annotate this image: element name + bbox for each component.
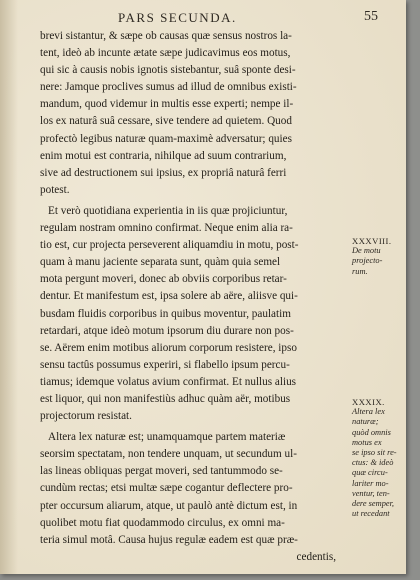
margin-note-number: XXXVIII. — [352, 236, 392, 246]
page-number: 55 — [364, 9, 378, 24]
main-text-block — [40, 28, 340, 566]
text-line: retardari, atque ideò motum ipsorum diu durare non pos- — [40, 324, 294, 337]
margin-note-line: ventur, ten- — [352, 488, 390, 498]
text-line: se. Aërem enim motibus aliorum corporum resistere, ipso — [40, 341, 297, 354]
paragraph-2 — [40, 203, 340, 425]
text-line: Altera lex naturæ est; unamquamque partem materiæ — [48, 431, 286, 444]
margin-note-39 — [352, 397, 408, 519]
running-head: PARS SECUNDA. — [118, 10, 237, 25]
text-line: enim motui est contraria, nihilque ad suum contrarium, — [40, 149, 287, 162]
text-line: brevi sistantur, & sæpe ob causas quæ sensus nostros la- — [40, 30, 292, 42]
text-line: seorsim spectatam, non tendere unquam, ut secundum ul- — [40, 448, 297, 461]
margin-note-line: quæ circu- — [352, 468, 388, 478]
text-line: Et verò quotidiana experientia in iis quæ projiciuntur, — [48, 204, 288, 217]
text-line: potest. — [40, 183, 70, 196]
text-line: busdam fluidis corporibus in quibus moventur, paulatim — [40, 307, 291, 320]
text-line: est liquor, qui non manifestiùs adhuc quàm aër, motibus — [40, 392, 291, 405]
text-line: mota pergunt moveri, donec ab obviis corporibus retar- — [40, 273, 287, 286]
text-line: mandum, quod videmur in multis esse experti; nempe il- — [40, 98, 294, 111]
text-line: dentur. Et manifestum est, ipsa solere ab aëre, aliisve qui- — [40, 290, 298, 303]
text-line: profectò legibus naturæ quam-maximè adversatur; quies — [40, 132, 292, 145]
paragraph-3 — [40, 429, 340, 566]
text-line: cundùm rectas; etsi multæ sæpe cogantur deflectere pro- — [40, 482, 293, 495]
margin-note-number: XXXIX. — [352, 397, 385, 407]
text-line: quam à manu jaciente separata sunt, quàm quia semel — [40, 256, 281, 269]
margin-note-line: quòd omnis — [352, 427, 391, 437]
margin-note-line: ctus: & ideò — [352, 458, 394, 468]
margin-note-line: ut recedant — [352, 509, 390, 519]
text-line: pter occursum aliarum, atque, ut paulò antè dictum est, in — [40, 499, 298, 512]
margin-note-line: projecto- — [352, 256, 383, 266]
margin-note-line: se ipso sit re- — [352, 448, 397, 458]
margin-note-line: rum. — [352, 266, 368, 276]
text-line: sive ad destructionem sui ipsius, ex propriâ naturâ ferri — [40, 166, 287, 179]
margin-note-line: naturæ; — [352, 417, 379, 427]
text-line: regulam nostram omnino confirmat. Neque enim alia ra- — [40, 222, 293, 235]
margin-note-line: dere semper, — [352, 499, 395, 509]
text-line: nere: Jamque proclives sumus ad illud de omnibus existi- — [40, 81, 297, 94]
margin-note-38 — [352, 236, 408, 277]
text-line: qui sic à causis nobis ignotis sistebantur, suâ sponte desi- — [40, 64, 296, 77]
paragraph-1 — [40, 28, 340, 199]
text-line: las lineas obliquas pergat moveri, sed tantummodo se- — [40, 465, 283, 478]
binding-gutter-shadow — [0, 0, 18, 574]
page-header — [0, 8, 406, 30]
text-line: tiamus; idemque volatus avium confirmat. Et nullus alius — [40, 375, 297, 388]
margin-note-line: De motu — [352, 246, 381, 256]
text-line: projectorum resistat. — [40, 410, 132, 423]
margin-note-line: motus ex — [352, 437, 382, 447]
margin-note-line: lariter mo- — [352, 478, 389, 488]
text-line: tent, ideò ab incunte ætate sæpe judicavimus eos motus, — [40, 47, 291, 60]
margin-note-line: Altera lex — [352, 407, 385, 417]
text-line: quolibet motu fiat quodammodo circulus, ex omni ma- — [40, 516, 285, 529]
text-line: cedentis, — [296, 550, 336, 563]
text-line: los ex naturâ suâ cessare, sive tendere ad quietem. Quod — [40, 115, 292, 128]
text-line: teria simul motâ. Causa hujus regulæ eadem est quæ præ- — [40, 533, 298, 546]
text-line: tio est, cur projecta perseverent aliquamdiu in motu, post- — [40, 239, 299, 252]
text-line: sensu tactûs possumus experiri, si flabello ipsum percu- — [40, 358, 290, 371]
